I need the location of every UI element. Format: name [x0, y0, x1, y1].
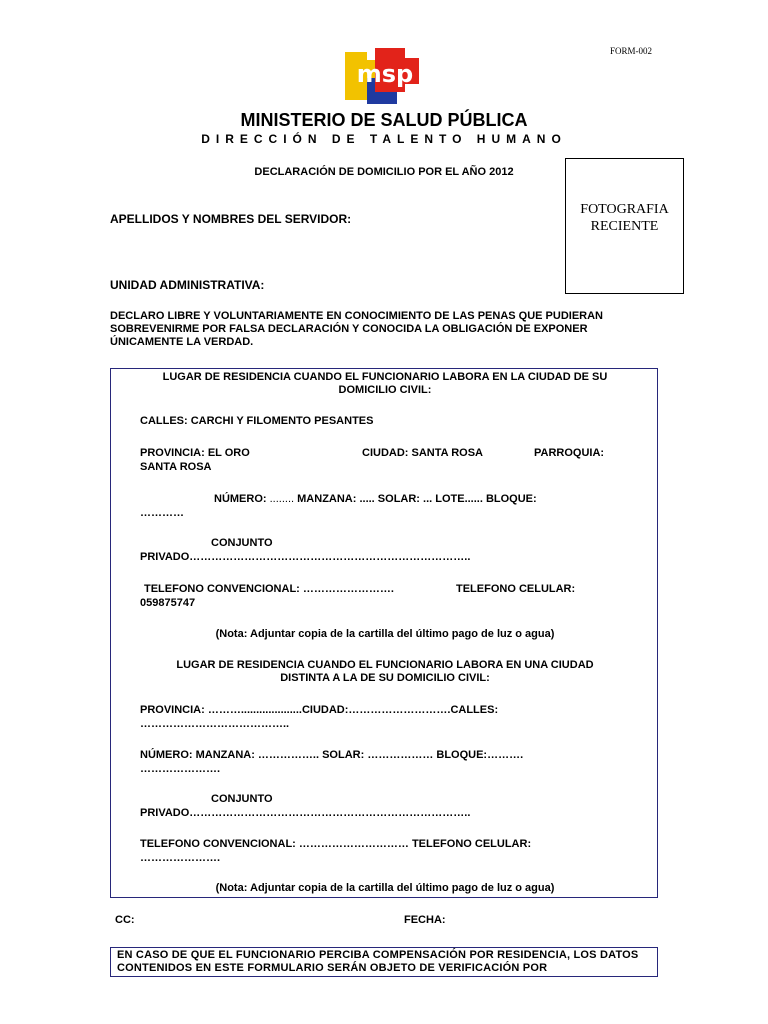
date-label: FECHA:: [404, 914, 446, 926]
compensation-text: EN CASO DE QUE EL FUNCIONARIO PERCIBA COMPENSACIÓN POR RESIDENCIA, LOS DATOS CONTENIDOS EN ESTE FORMULARIO SERÁN OBJETO DE VERIFICACIÓN POR: [117, 949, 639, 974]
other-city-title-line2: DISTINTA A LA DE SU DOMICILIO CIVIL:: [280, 672, 490, 684]
same-city-phone-conv: TELEFONO CONVENCIONAL: …………………….: [144, 583, 394, 595]
same-city-title-line1: LUGAR DE RESIDENCIA CUANDO EL FUNCIONARIO LABORA EN LA CIUDAD DE SU: [162, 371, 608, 383]
compensation-notice: [110, 947, 658, 977]
numero-dots: ........: [269, 493, 295, 505]
other-city-phone-dots: ………………….: [140, 852, 221, 864]
same-city-streets: CALLES: CARCHI Y FILOMENTO PESANTES: [140, 415, 374, 427]
other-city-note: (Nota: Adjuntar copia de la cartilla del último pago de luz o agua): [215, 882, 555, 894]
direction-subtitle: DIRECCIÓN DE TALENTO HUMANO: [201, 132, 567, 146]
ministry-title: MINISTERIO DE SALUD PÚBLICA: [240, 110, 528, 130]
other-city-line1b: …………………………………..: [140, 718, 290, 730]
name-field-label: APELLIDOS Y NOMBRES DEL SERVIDOR:: [110, 212, 352, 226]
same-city-phone-cel-label: TELEFONO CELULAR:: [456, 583, 576, 595]
other-city-line2b: ………………….: [140, 763, 221, 775]
photo-label-line1: FOTOGRAFIA: [580, 202, 669, 217]
same-city-conjunto: CONJUNTO: [211, 537, 273, 549]
same-city-city: CIUDAD: SANTA ROSA: [362, 447, 483, 459]
same-city-title-line2: DOMICILIO CIVIL:: [338, 384, 432, 396]
same-city-number: [214, 493, 537, 506]
other-city-line2: NÚMERO: MANZANA: …………….. SOLAR: ……………… BLOQUE:……….: [140, 749, 524, 761]
manzana-solar-lote-bloque: MANZANA: ..... SOLAR: ... LOTE...... BLOQUE:: [297, 493, 537, 505]
msp-logo: [305, 38, 465, 110]
same-city-bloque-dots: …………: [140, 507, 184, 519]
declaration-title: DECLARACIÓN DE DOMICILIO POR EL AÑO 2012: [254, 166, 514, 178]
same-city-parish-label: PARROQUIA:: [534, 447, 605, 459]
other-city-privado: PRIVADO…………………………………………………………………..: [140, 807, 471, 819]
logo-text: msp: [356, 60, 414, 88]
other-city-title-line1: LUGAR DE RESIDENCIA CUANDO EL FUNCIONARIO LABORA EN UNA CIUDAD: [176, 659, 594, 671]
photo-label-line2: RECIENTE: [590, 219, 659, 234]
form-code: FORM-002: [610, 46, 653, 56]
residence-section: [110, 368, 658, 898]
unit-field-label: UNIDAD ADMINISTRATIVA:: [110, 278, 265, 292]
cc-label: CC:: [115, 914, 135, 926]
photo-box: [565, 158, 684, 294]
other-city-phone-line: TELEFONO CONVENCIONAL: ………………………… TELEFONO CELULAR:: [140, 838, 532, 850]
other-city-conjunto: CONJUNTO: [211, 793, 273, 805]
numero-label: NÚMERO:: [214, 493, 267, 505]
same-city-privado: PRIVADO…………………………………………………………………..: [140, 551, 471, 563]
same-city-parish-value: SANTA ROSA: [140, 461, 212, 473]
same-city-province: PROVINCIA: EL ORO: [140, 447, 250, 459]
other-city-line1: PROVINCIA: ………....................CIUDAD:……………………….CALLES:: [140, 704, 499, 716]
declaration-statement: DECLARO LIBRE Y VOLUNTARIAMENTE EN CONOCIMIENTO DE LAS PENAS QUE PUDIERAN SOBREVENIRME POR FALSA DECLARACIÓN Y CONOCIDA LA OBLIGACIÓN DE EXPONER ÚNICAMENTE LA VERDAD.: [110, 310, 604, 348]
same-city-phone-cel-value: 059875747: [140, 597, 196, 609]
same-city-note: (Nota: Adjuntar copia de la cartilla del último pago de luz o agua): [215, 628, 555, 640]
